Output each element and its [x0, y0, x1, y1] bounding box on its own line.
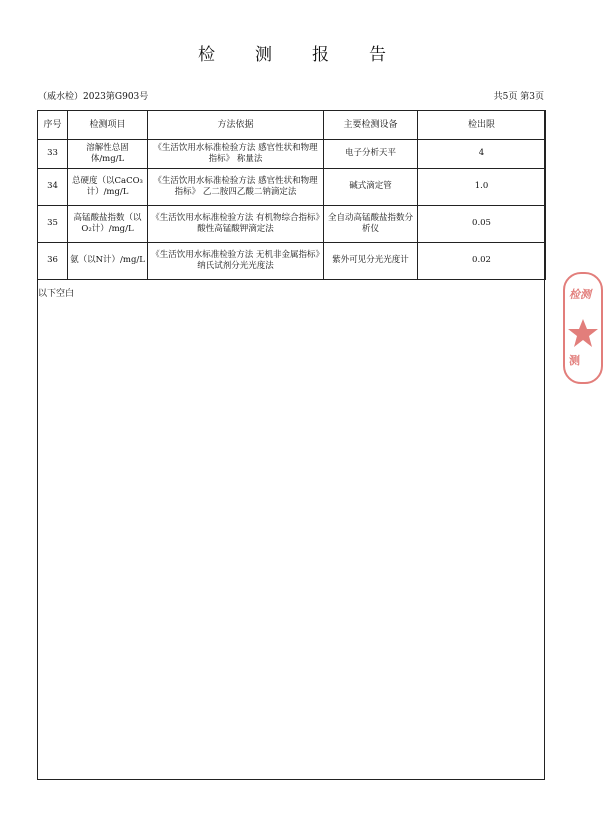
table-row — [38, 243, 546, 280]
seal-text-top: 检测 — [569, 288, 591, 301]
column-header-limit: 检出限 — [418, 111, 546, 140]
page-number: 共5页 第3页 — [493, 92, 544, 102]
cell-limit: 0.05 — [418, 206, 546, 243]
cell-method: 《生活饮用水标准检验方法 有机物综合指标》酸性高锰酸钾滴定法 — [148, 206, 324, 243]
cell-equipment: 紫外可见分光光度计 — [324, 243, 418, 280]
column-header-item: 检测项目 — [68, 111, 148, 140]
blank-below-note: 以下空白 — [38, 289, 75, 299]
report-title: 检测报告 — [198, 45, 426, 65]
seal-text-bottom: 测 — [569, 354, 580, 367]
table-row — [38, 140, 546, 169]
report-number: （威水检）2023第G903号 — [38, 92, 149, 102]
cell-no: 36 — [38, 243, 68, 280]
column-header-method: 方法依据 — [148, 111, 324, 140]
table-header-row — [38, 111, 546, 140]
cell-method: 《生活饮用水标准检验方法 感官性状和物理指标》 称量法 — [148, 140, 324, 169]
cell-limit: 4 — [418, 140, 546, 169]
cell-equipment: 碱式滴定管 — [324, 169, 418, 206]
column-header-no: 序号 — [38, 111, 68, 140]
official-seal — [563, 272, 603, 384]
cell-item: 总硬度（以CaCO₃计）/mg/L — [68, 169, 148, 206]
cell-equipment: 电子分析天平 — [324, 140, 418, 169]
cell-no: 35 — [38, 206, 68, 243]
column-header-equipment: 主要检测设备 — [324, 111, 418, 140]
cell-limit: 1.0 — [418, 169, 546, 206]
table-row — [38, 169, 546, 206]
table-row — [38, 206, 546, 243]
cell-method: 《生活饮用水标准检验方法 无机非金属指标》纳氏试剂分光光度法 — [148, 243, 324, 280]
cell-limit: 0.02 — [418, 243, 546, 280]
cell-no: 33 — [38, 140, 68, 169]
cell-no: 34 — [38, 169, 68, 206]
test-items-table — [37, 110, 546, 280]
star-icon — [567, 318, 599, 348]
cell-item: 溶解性总固体/mg/L — [68, 140, 148, 169]
cell-equipment: 全自动高锰酸盐指数分析仪 — [324, 206, 418, 243]
cell-method: 《生活饮用水标准检验方法 感官性状和物理指标》 乙二胺四乙酸二钠滴定法 — [148, 169, 324, 206]
cell-item: 高锰酸盐指数（以O₂计）/mg/L — [68, 206, 148, 243]
cell-item: 氨（以N计）/mg/L — [68, 243, 148, 280]
